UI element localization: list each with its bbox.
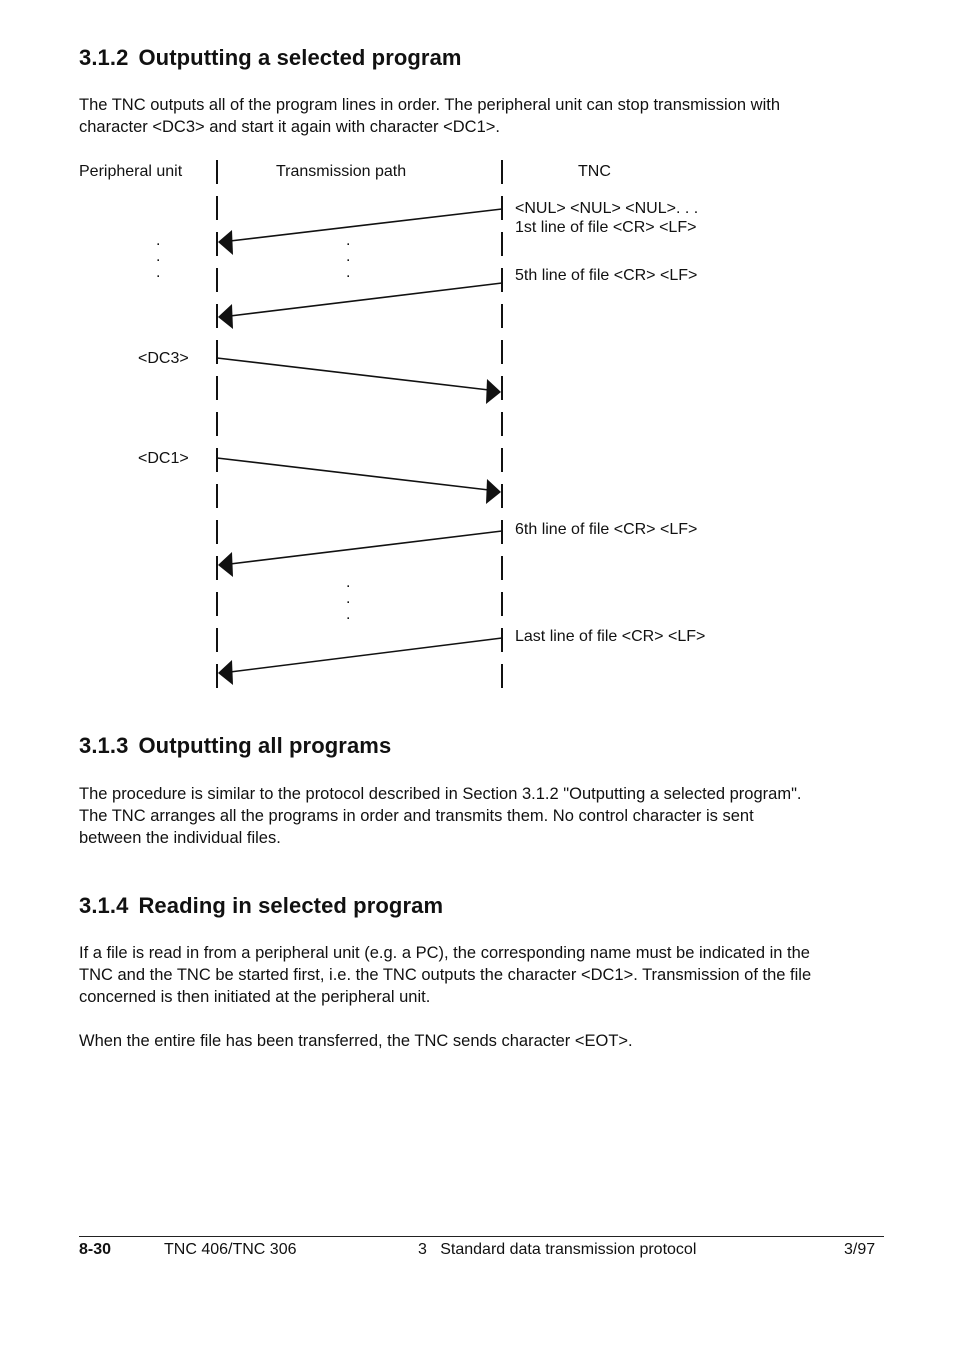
ellipsis-dot: . xyxy=(346,606,351,623)
msg-last-line: Last line of file <CR> <LF> xyxy=(515,628,706,645)
arrowhead-right xyxy=(486,479,501,504)
footer-divider xyxy=(79,1236,884,1237)
column-label-tnc: TNC xyxy=(578,163,611,180)
arrow-dc1 xyxy=(217,458,489,490)
paragraph-3-1-4-eot xyxy=(79,1030,889,1052)
paragraph-line: If a file is read in from a peripheral unit (e.g. a PC), the corresponding name must be indicated in the xyxy=(79,944,810,962)
ellipsis-dot: . xyxy=(346,264,351,281)
paragraph-line: between the individual files. xyxy=(79,829,281,847)
ellipsis-dot: . xyxy=(346,232,351,249)
arrowhead-left xyxy=(218,552,233,577)
arrow-nul xyxy=(230,209,502,241)
arrow-5th-line xyxy=(230,283,502,316)
heading-number: 3.1.3 xyxy=(79,733,129,758)
paragraph-line: The TNC arranges all the programs in order and transmits them. No control character is sent xyxy=(79,807,754,825)
msg-6th-line: 6th line of file <CR> <LF> xyxy=(515,521,698,538)
column-label-peripheral: Peripheral unit xyxy=(79,163,183,180)
paragraph-line: character <DC3> and start it again with character <DC1>. xyxy=(79,118,500,136)
ellipsis-dot: . xyxy=(346,248,351,265)
arrowhead-left xyxy=(218,230,233,255)
heading-3-1-3 xyxy=(79,733,391,759)
msg-dc1: <DC1> xyxy=(138,450,189,467)
arrowhead-left xyxy=(218,304,233,329)
msg-dc3: <DC3> xyxy=(138,350,189,367)
paragraph-line: concerned is then initiated at the peripheral unit. xyxy=(79,988,431,1006)
heading-number: 3.1.4 xyxy=(79,893,129,918)
ellipsis-dot: . xyxy=(346,574,351,591)
arrow-last-line xyxy=(230,638,502,672)
footer-date: 3/97 xyxy=(844,1241,876,1258)
heading-title: Reading in selected program xyxy=(138,893,444,918)
ellipsis-dot: . xyxy=(346,590,351,607)
paragraph-line: When the entire file has been transferred, the TNC sends character <EOT>. xyxy=(79,1032,633,1050)
paragraph-line: The procedure is similar to the protocol described in Section 3.1.2 "Outputting a selected program". xyxy=(79,785,802,803)
arrow-6th-line xyxy=(230,531,502,564)
paragraph-line: TNC and the TNC be started first, i.e. the TNC outputs the character <DC1>. Transmission of the file xyxy=(79,966,812,984)
arrowhead-left xyxy=(218,660,233,685)
footer-page-number: 8-30 xyxy=(79,1241,112,1258)
heading-number: 3.1.2 xyxy=(79,45,129,70)
footer-chapter: 3 Standard data transmission protocol xyxy=(418,1241,697,1258)
column-label-transmission-path: Transmission path xyxy=(276,163,407,180)
ellipsis-dot: . xyxy=(156,232,161,249)
heading-3-1-4 xyxy=(79,893,443,919)
msg-nul: <NUL> <NUL> <NUL>. . . xyxy=(515,200,699,217)
paragraph-line: The TNC outputs all of the program lines in order. The peripheral unit can stop transmission with xyxy=(79,96,780,114)
footer-model: TNC 406/TNC 306 xyxy=(164,1241,297,1258)
arrow-dc3 xyxy=(217,358,489,390)
paragraph-3-1-3 xyxy=(79,783,889,849)
heading-title: Outputting all programs xyxy=(138,733,392,758)
arrowhead-right xyxy=(486,379,501,404)
msg-1st-line: 1st line of file <CR> <LF> xyxy=(515,219,697,236)
heading-title: Outputting a selected program xyxy=(138,45,462,70)
ellipsis-dot: . xyxy=(156,264,161,281)
ellipsis-dot: . xyxy=(156,248,161,265)
paragraph-3-1-4 xyxy=(79,942,889,1008)
msg-5th-line: 5th line of file <CR> <LF> xyxy=(515,267,698,284)
